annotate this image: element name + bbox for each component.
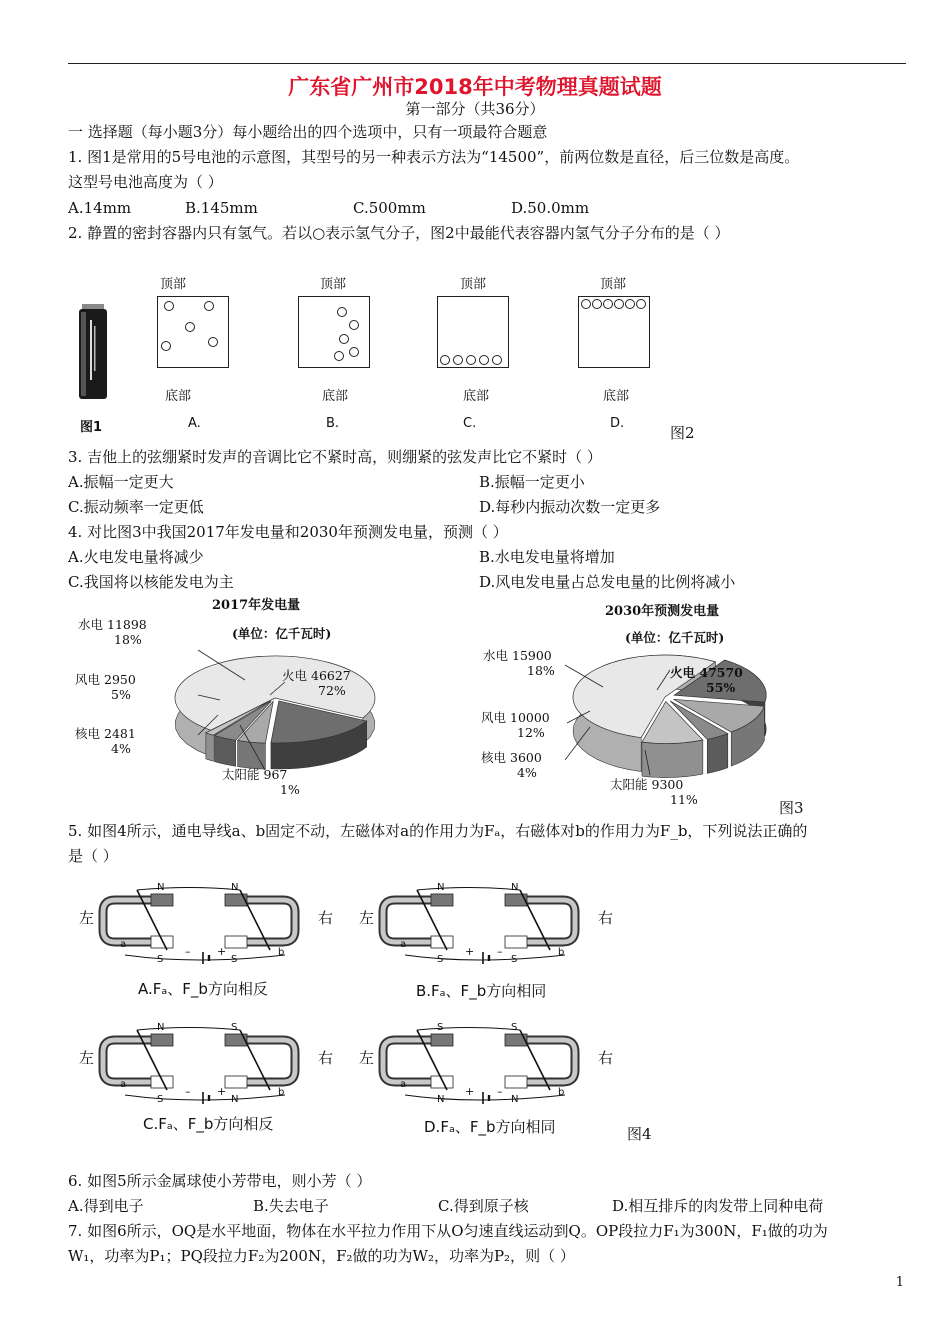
molecule [334, 351, 344, 361]
left-magnet-top-pole-label: S [437, 1022, 444, 1033]
top-rule [68, 63, 906, 64]
page-title: 广东省广州市2018年中考物理真题试题 [288, 75, 662, 99]
pie2-label-solar-value: 9300 [651, 777, 684, 792]
pie1-label-hydro-name: 水电 [78, 617, 104, 632]
right-magnet-pole-bottom [505, 1076, 527, 1088]
bottom-circuit [405, 955, 565, 960]
container-c-bottom-label: 底部 [463, 389, 490, 404]
fig2-label: 图2 [670, 424, 695, 442]
battery-left-sign: + [465, 1085, 475, 1098]
right-label: 右 [318, 909, 334, 927]
pie2-label-hydro-pct: 18% [527, 663, 555, 678]
pie2-title: 2030年预测发电量 [605, 604, 720, 619]
pie1-label-hydro [78, 617, 147, 647]
molecule [161, 341, 171, 351]
pie-slice-side-风电 [238, 741, 266, 770]
pie1-label-nuclear [75, 726, 136, 756]
molecule [466, 355, 476, 365]
caption-c: C.Fₐ、F_b方向相反 [143, 1115, 274, 1133]
wire-b-label: b [558, 1087, 565, 1098]
right-label: 右 [598, 909, 614, 927]
option-b-label: B. [326, 416, 340, 431]
pie1-title: 2017年发电量 [212, 598, 301, 613]
fig3-label: 图3 [779, 799, 804, 817]
wire-a-label: a [120, 1079, 127, 1090]
pie1-label-nuclear-value: 2481 [104, 726, 136, 741]
wire-a-label: a [400, 1079, 407, 1090]
q6-option-b: B.失去电子 [253, 1197, 329, 1215]
q4-option-b: B.水电发电量将增加 [479, 548, 615, 566]
option-a-label: A. [188, 416, 201, 431]
pie1-subtitle: (单位：亿千瓦时) [232, 626, 332, 641]
right-label: 右 [318, 1049, 334, 1067]
pie2-label-nuclear-value: 3600 [510, 750, 542, 765]
left-label: 左 [79, 909, 95, 927]
left-magnet-pole-top [431, 1034, 453, 1046]
page-number: 1 [895, 1275, 904, 1290]
pie2-label-wind-value: 10000 [510, 710, 550, 725]
magnet-diagram-a [75, 875, 345, 975]
q1-option-b: B.145mm [185, 199, 258, 217]
battery-left-sign: – [185, 1085, 191, 1098]
wire-a-label: a [400, 939, 407, 950]
left-magnet-top-pole-label: N [157, 882, 165, 893]
pie1-label-wind-pct: 5% [111, 687, 131, 702]
fig1-label: 图1 [80, 420, 103, 435]
fig4-label: 图4 [627, 1125, 652, 1143]
pie2-label-solar-name: 太阳能 [610, 777, 648, 792]
top-connector [417, 888, 520, 891]
option-d-label: D. [610, 416, 625, 431]
pie2-label-thermal [670, 665, 743, 695]
container-b-top-label: 顶部 [320, 277, 347, 292]
pie1-label-thermal-pct: 72% [318, 683, 346, 698]
wire-a-label: a [120, 939, 127, 950]
right-magnet-top-pole-label: S [231, 1022, 238, 1033]
q4-option-d: D.风电发电量占总发电量的比例将减小 [479, 573, 736, 591]
pie1-label-wind-value: 2950 [104, 672, 136, 687]
q6-option-c: C.得到原子核 [438, 1197, 529, 1215]
molecule [614, 299, 624, 309]
left-magnet-pole-top [151, 894, 173, 906]
pie2-label-hydro [483, 648, 555, 678]
battery-right-sign: + [217, 945, 227, 958]
left-magnet-pole-top [431, 894, 453, 906]
top-connector [137, 1028, 240, 1031]
section-heading: 一 选择题（每小题3分）每小题给出的四个选项中，只有一项最符合题意 [68, 123, 548, 141]
right-magnet-pole-bottom [505, 936, 527, 948]
q5-text-line2: 是（ ） [68, 847, 118, 865]
top-connector [417, 1028, 520, 1031]
pie2-label-hydro-value: 15900 [512, 648, 552, 663]
right-magnet-bottom-pole-label: N [231, 1094, 239, 1105]
q3-option-b: B.振幅一定更小 [479, 473, 585, 491]
right-magnet-pole-bottom [225, 1076, 247, 1088]
left-magnet-pole-bottom [431, 936, 453, 948]
right-magnet-top-pole-label: S [511, 1022, 518, 1033]
pie1-label-solar-pct: 1% [280, 782, 300, 797]
pie2-label-thermal-value: 47570 [699, 665, 743, 680]
container-c-top-label: 顶部 [460, 277, 487, 292]
left-magnet-top-pole-label: N [437, 882, 445, 893]
q7-text-line1: 7. 如图6所示，OQ是水平地面，物体在水平拉力作用下从O匀速直线运动到Q。OP段拉力F₁为300N，F₁做的功为 [68, 1222, 828, 1240]
molecule [581, 299, 591, 309]
right-magnet-bottom-pole-label: S [511, 954, 518, 965]
molecule [636, 299, 646, 309]
left-magnet-top-pole-label: N [157, 1022, 165, 1033]
molecule [204, 301, 214, 311]
molecule [440, 355, 450, 365]
molecule [603, 299, 613, 309]
page-subtitle: 第一部分（共36分） [405, 100, 545, 118]
pie2-label-solar-pct: 11% [670, 792, 698, 807]
pie2-subtitle: (单位：亿千瓦时) [625, 630, 725, 645]
pie1-label-hydro-value: 11898 [107, 617, 147, 632]
container-d [578, 296, 650, 368]
molecule [592, 299, 602, 309]
molecule [185, 322, 195, 332]
q3-option-a: A.振幅一定更大 [68, 473, 174, 491]
molecule [337, 307, 347, 317]
bottom-circuit [125, 955, 285, 960]
q5-text-line1: 5. 如图4所示，通电导线a、b固定不动，左磁体对a的作用力为Fₐ，右磁体对b的作用力为F_b，下列说法正确的 [68, 822, 808, 840]
container-a-top-label: 顶部 [160, 277, 187, 292]
magnet-diagram-d [355, 1015, 625, 1115]
pie1-label-solar-name: 太阳能 [222, 767, 260, 782]
left-label: 左 [359, 909, 375, 927]
pie-slice-side-核电 [214, 736, 235, 767]
q1-option-a: A.14mm [68, 199, 132, 217]
caption-a: A.Fₐ、F_b方向相反 [138, 980, 268, 998]
container-a-bottom-label: 底部 [165, 389, 192, 404]
molecule [479, 355, 489, 365]
right-magnet-top-pole-label: N [231, 882, 239, 893]
pie1-label-solar-value: 967 [263, 767, 288, 782]
q6-option-a: A.得到电子 [68, 1197, 144, 1215]
left-magnet-bottom-pole-label: S [157, 954, 164, 965]
q1-text-line2: 这型号电池高度为（ ） [68, 173, 223, 191]
pie1-label-wind-name: 风电 [75, 672, 101, 687]
container-b-bottom-label: 底部 [322, 389, 349, 404]
left-label: 左 [79, 1049, 95, 1067]
battery-illustration [76, 302, 112, 402]
left-magnet-pole-bottom [151, 936, 173, 948]
pie1-label-wind [75, 672, 136, 702]
pie2-label-nuclear-pct: 4% [517, 765, 537, 780]
caption-b: B.Fₐ、F_b方向相同 [416, 982, 547, 1000]
container-d-bottom-label: 底部 [603, 389, 630, 404]
pie2-label-wind [481, 710, 550, 740]
pie1-label-hydro-pct: 18% [114, 632, 142, 647]
pie-slice-side-核电 [707, 734, 728, 774]
q2-text: 2. 静置的密封容器内只有氢气。若以○表示氢气分子，图2中最能代表容器内氢气分子分布的是（ ） [68, 224, 730, 242]
pie2-label-thermal-name: 火电 [670, 665, 696, 680]
magnet-diagram-b [355, 875, 625, 975]
bottom-circuit [125, 1095, 285, 1100]
pie-slice-side-太阳能 [206, 733, 213, 761]
right-magnet-bottom-pole-label: N [511, 1094, 519, 1105]
molecule [453, 355, 463, 365]
q4-text: 4. 对比图3中我国2017年发电量和2030年预测发电量，预测（ ） [68, 523, 508, 541]
right-magnet-pole-bottom [225, 936, 247, 948]
q1-option-c: C.500mm [353, 199, 426, 217]
q3-option-c: C.振动频率一定更低 [68, 498, 204, 516]
battery-right-sign: + [217, 1085, 227, 1098]
molecule [349, 347, 359, 357]
wire-b-label: b [278, 947, 285, 958]
right-magnet [225, 1034, 295, 1088]
q1-option-d: D.50.0mm [511, 199, 590, 217]
wire-b-label: b [278, 1087, 285, 1098]
q4-option-c: C.我国将以核能发电为主 [68, 573, 234, 591]
bottom-circuit [405, 1095, 565, 1100]
right-magnet-bottom-pole-label: S [231, 954, 238, 965]
container-c [437, 296, 509, 368]
top-connector [137, 888, 240, 891]
molecule [625, 299, 635, 309]
right-magnet [505, 894, 575, 948]
molecule [339, 334, 349, 344]
left-magnet-bottom-pole-label: S [437, 954, 444, 965]
left-magnet-bottom-pole-label: S [157, 1094, 164, 1105]
left-magnet-pole-top [151, 1034, 173, 1046]
battery-left-sign: – [185, 945, 191, 958]
right-label: 右 [598, 1049, 614, 1067]
pie1-label-thermal-value: 46627 [311, 668, 351, 683]
option-c-label: C. [463, 416, 477, 431]
wire-b-label: b [558, 947, 565, 958]
pie1-label-solar [222, 767, 300, 797]
pie2-label-hydro-name: 水电 [483, 648, 509, 663]
pie2-label-wind-pct: 12% [517, 725, 545, 740]
left-magnet-bottom-pole-label: N [437, 1094, 445, 1105]
pie2-label-nuclear [481, 750, 542, 780]
magnet-diagram-c [75, 1015, 345, 1115]
molecule [349, 320, 359, 330]
left-magnet-pole-bottom [431, 1076, 453, 1088]
container-a [157, 296, 229, 368]
battery-right-sign: – [497, 945, 503, 958]
pie1-label-thermal-name: 火电 [282, 668, 308, 683]
left-label: 左 [359, 1049, 375, 1067]
q6-option-d: D.相互排斥的肉发带上同种电荷 [612, 1197, 824, 1215]
pie2-label-wind-name: 风电 [481, 710, 507, 725]
left-magnet-pole-bottom [151, 1076, 173, 1088]
pie2-label-thermal-pct: 55% [706, 680, 736, 695]
pie-slice-side-太阳能 [642, 740, 703, 778]
right-magnet [225, 894, 295, 948]
pie1-label-thermal [282, 668, 351, 698]
molecule [164, 301, 174, 311]
q7-text-line2: W₁，功率为P₁；PQ段拉力F₂为200N，F₂做的功为W₂，功率为P₂，则（ ） [68, 1247, 575, 1265]
battery-right-sign: – [497, 1085, 503, 1098]
pie1-label-nuclear-pct: 4% [111, 741, 131, 756]
q3-option-d: D.每秒内振动次数一定更多 [479, 498, 661, 516]
right-magnet-top-pole-label: N [511, 882, 519, 893]
q1-text-line1: 1. 图1是常用的5号电池的示意图，其型号的另一种表示方法为“14500”，前两位数是直径，后三位数是高度。 [68, 148, 800, 166]
q6-text: 6. 如图5所示金属球使小芳带电，则小芳（ ） [68, 1172, 372, 1190]
container-d-top-label: 顶部 [600, 277, 627, 292]
container-b [298, 296, 370, 368]
caption-d: D.Fₐ、F_b方向相同 [424, 1118, 556, 1136]
battery-left-sign: + [465, 945, 475, 958]
q3-text: 3. 吉他上的弦绷紧时发声的音调比它不紧时高，则绷紧的弦发声比它不紧时（ ） [68, 448, 602, 466]
q4-option-a: A.火电发电量将减少 [68, 548, 204, 566]
pie2-label-nuclear-name: 核电 [481, 750, 507, 765]
right-magnet [505, 1034, 575, 1088]
molecule [492, 355, 502, 365]
pie2-label-solar [610, 777, 698, 807]
pie1-label-nuclear-name: 核电 [75, 726, 101, 741]
molecule [208, 337, 218, 347]
pie-chart-2017 [160, 640, 390, 780]
